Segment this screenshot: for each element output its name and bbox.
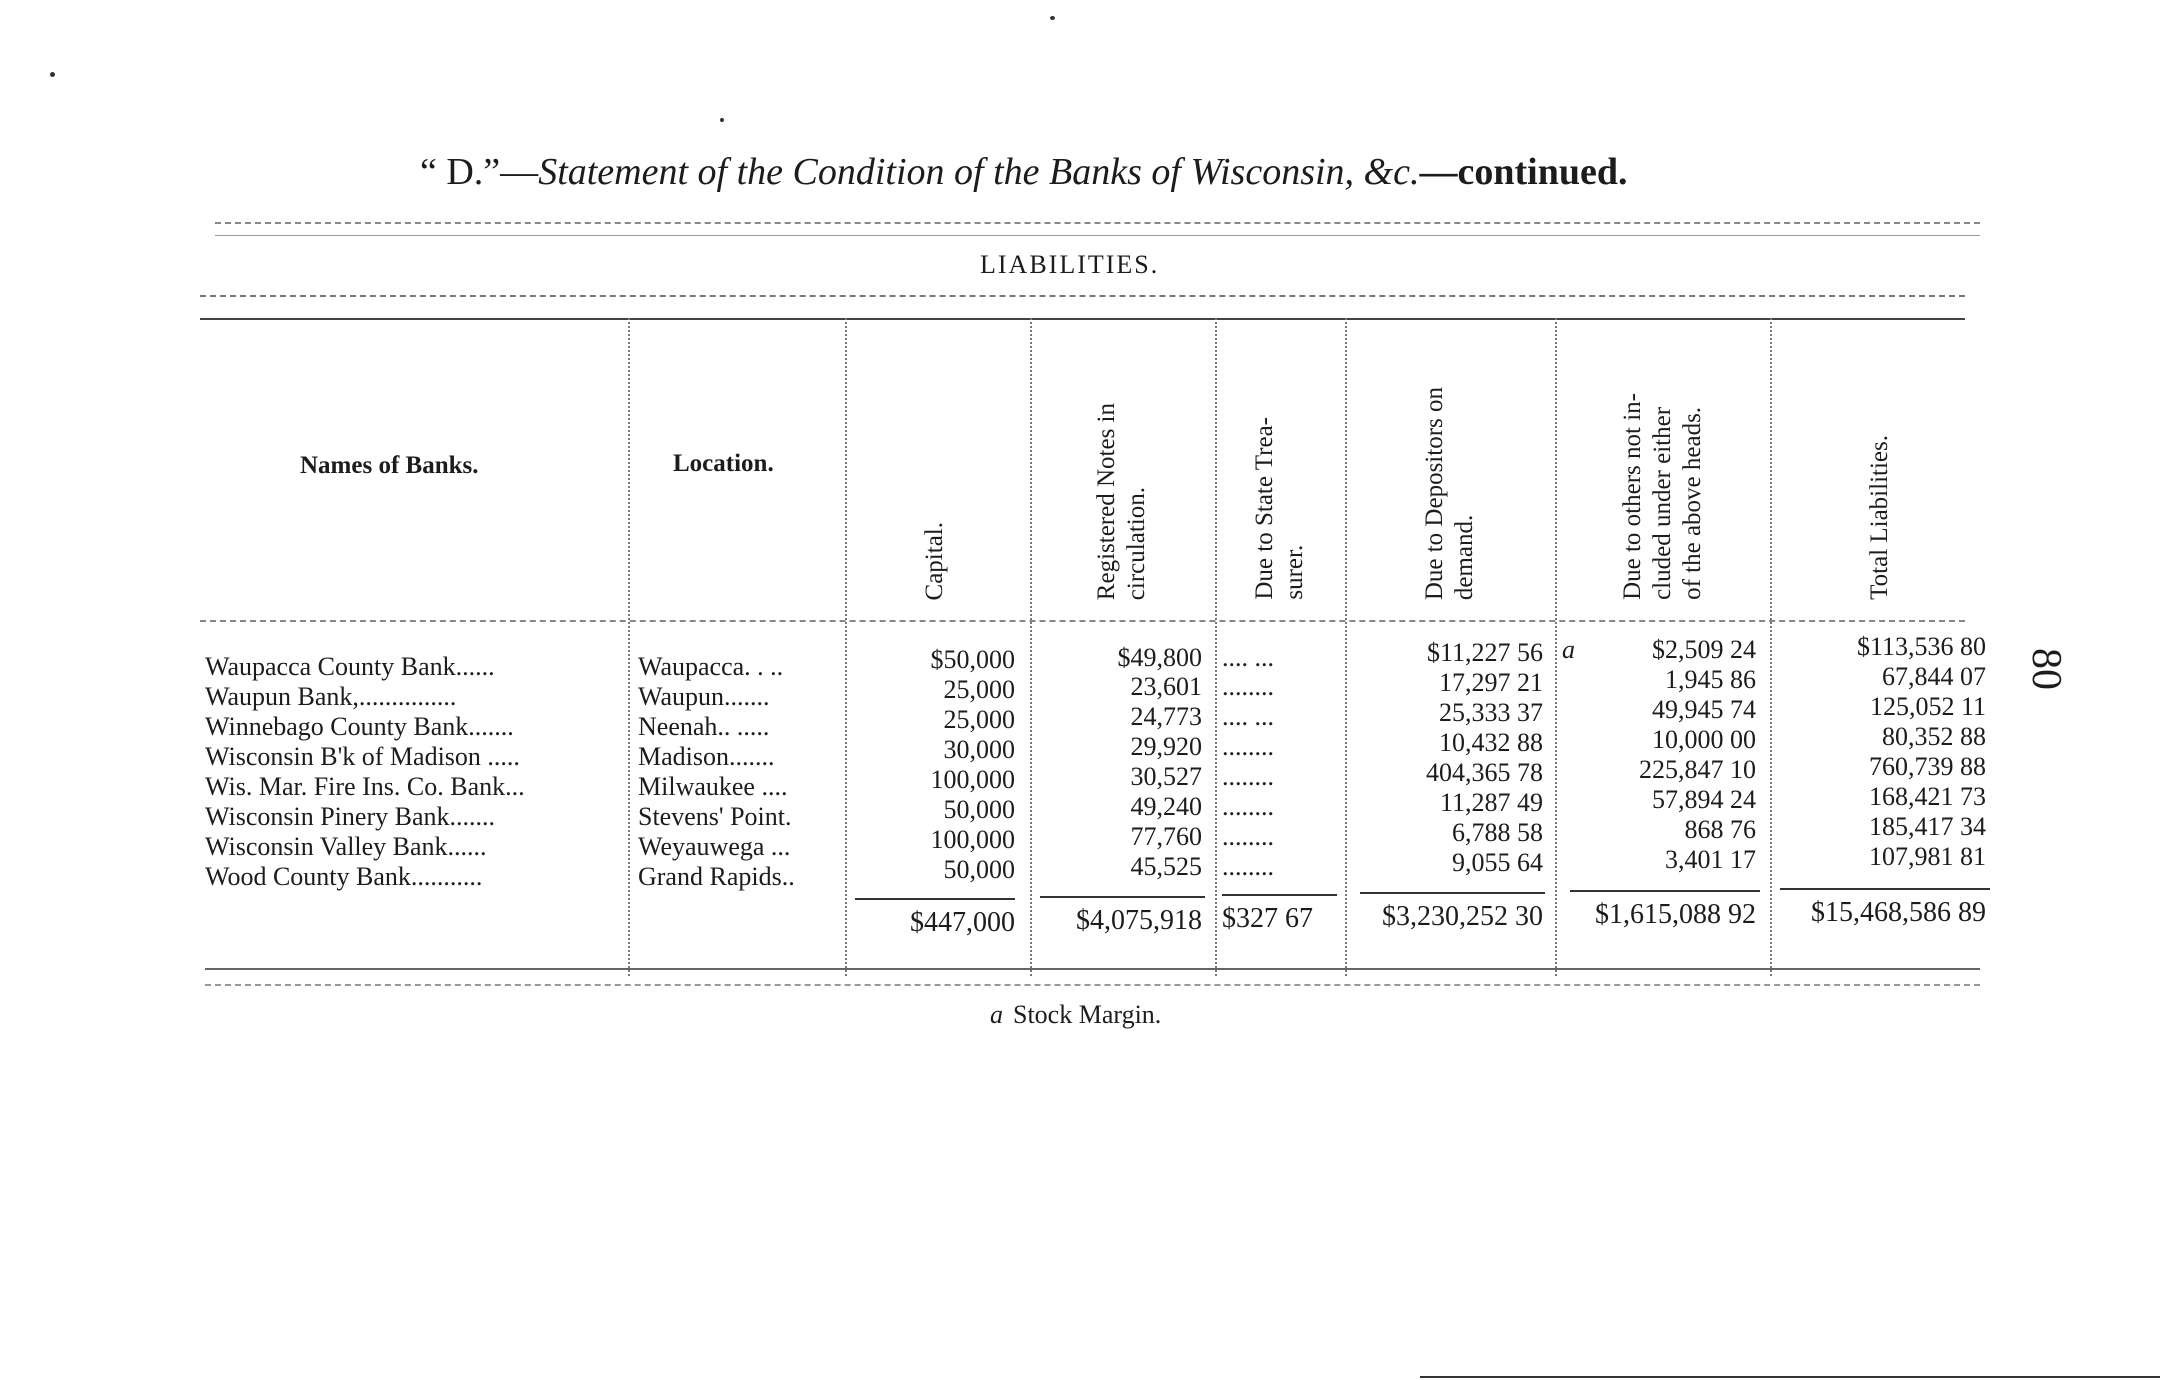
header-notes-column	[1092, 300, 1162, 600]
header-notes	[1092, 403, 1152, 600]
others-value: 225,847 10	[1639, 755, 1756, 784]
totals-rule	[1040, 896, 1205, 898]
totals-rule	[1780, 888, 1990, 890]
header-bottom-rule	[200, 620, 1965, 622]
header-state-line1: Due to State Trea-	[1251, 417, 1278, 600]
header-state	[1250, 417, 1310, 600]
state-value: .... ...	[1222, 643, 1274, 672]
total-capital: $447,000	[910, 907, 1015, 938]
notes-value: $49,800	[1117, 643, 1202, 672]
page-number: 80	[2023, 648, 2069, 690]
total-value: 185,417 34	[1869, 812, 1986, 841]
scan-speck	[720, 118, 724, 122]
state-value: ........	[1222, 852, 1274, 881]
bank-name: Wis. Mar. Fire Ins. Co. Bank...	[205, 772, 525, 801]
bank-name: Winnebago County Bank.......	[205, 712, 514, 741]
total-value: $113,536 80	[1856, 632, 1986, 661]
title-rule	[215, 222, 1980, 224]
total-depositors: $3,230,252 30	[1382, 901, 1543, 932]
column-separator	[1215, 318, 1217, 976]
header-capital	[920, 522, 950, 600]
scan-speck	[50, 72, 55, 77]
column-separator	[1030, 318, 1032, 976]
title-rule-2	[215, 235, 1980, 236]
footnote-marker-label: a	[990, 1000, 1003, 1029]
depositors-value: 9,055 64	[1452, 848, 1543, 877]
bank-name: Wisconsin Pinery Bank.......	[205, 802, 495, 831]
totals-rule	[1360, 892, 1545, 894]
capital-value: 50,000	[943, 855, 1015, 884]
totals-rule	[1222, 894, 1337, 896]
totals-rule	[855, 898, 1015, 900]
bank-location: Madison.......	[638, 742, 775, 771]
capital-value: 25,000	[943, 675, 1015, 704]
header-others-line3: of the above heads.	[1679, 407, 1706, 600]
notes-value: 49,240	[1130, 792, 1202, 821]
bank-name: Wood County Bank...........	[205, 862, 483, 891]
bank-location: Milwaukee ....	[638, 772, 788, 801]
header-capital-column	[920, 300, 960, 600]
total-value: 67,844 07	[1882, 662, 1986, 691]
header-others-column	[1618, 300, 1718, 600]
total-value: 80,352 88	[1882, 722, 1986, 751]
scan-speck	[1050, 16, 1055, 20]
header-others	[1618, 393, 1708, 600]
column-separator	[628, 318, 630, 976]
notes-value: 24,773	[1130, 702, 1202, 731]
header-others-line2: cluded under either	[1649, 407, 1676, 600]
table-bottom-rule	[205, 968, 1980, 970]
column-separator	[1345, 318, 1347, 976]
state-value: ........	[1222, 792, 1274, 821]
depositors-value: 6,788 58	[1452, 818, 1543, 847]
title-italic: Statement of the Condition of the Banks of Wisconsin, &c.	[538, 151, 1420, 193]
header-depositors-column	[1420, 300, 1490, 600]
bank-location: Stevens' Point.	[638, 802, 792, 831]
header-state-column	[1250, 300, 1320, 600]
bank-name: Wisconsin Valley Bank......	[205, 832, 487, 861]
title-tail: —continued.	[1419, 151, 1628, 193]
others-value: 57,894 24	[1652, 785, 1756, 814]
header-capital-text: Capital.	[921, 521, 948, 600]
others-value: 868 76	[1684, 815, 1756, 844]
footnote-marker: a	[1562, 635, 1575, 664]
header-notes-line1: Registered Notes in	[1093, 402, 1120, 600]
footnote	[990, 1000, 1161, 1030]
bank-location: Waupun.......	[638, 682, 770, 711]
bank-name: Waupacca County Bank......	[205, 652, 495, 681]
section-heading: LIABILITIES.	[980, 250, 1160, 279]
depositors-value: 404,365 78	[1426, 758, 1543, 787]
bank-location: Weyauwega ...	[638, 832, 791, 861]
notes-value: 23,601	[1130, 672, 1202, 701]
others-value: $2,509 24	[1652, 635, 1756, 664]
capital-value: 100,000	[930, 765, 1015, 794]
header-total	[1865, 435, 1895, 600]
total-value: 760,739 88	[1869, 752, 1986, 781]
total-others: $1,615,088 92	[1595, 899, 1756, 930]
depositors-value: 17,297 21	[1439, 668, 1543, 697]
header-depositors	[1420, 387, 1480, 600]
total-state: $327 67	[1222, 903, 1313, 934]
depositors-value: 11,287 49	[1439, 788, 1543, 817]
others-value: 1,945 86	[1665, 665, 1756, 694]
bank-name: Waupun Bank,...............	[205, 682, 457, 711]
footnote-text: Stock Margin.	[1013, 1000, 1162, 1029]
notes-value: 77,760	[1130, 822, 1202, 851]
depositors-value: 10,432 88	[1439, 728, 1543, 757]
bank-location: Grand Rapids..	[638, 862, 795, 891]
capital-value: 100,000	[930, 825, 1015, 854]
header-names-of-banks: Names of Banks.	[300, 452, 479, 479]
page-title	[420, 150, 1780, 194]
capital-value: 50,000	[943, 795, 1015, 824]
header-state-line2: surer.	[1281, 545, 1308, 600]
header-location: Location.	[673, 450, 774, 477]
total-value: 107,981 81	[1869, 842, 1986, 871]
others-value: 49,945 74	[1652, 695, 1756, 724]
column-separator	[1555, 318, 1557, 976]
header-total-column	[1865, 300, 1905, 600]
state-value: ........	[1222, 732, 1274, 761]
title-lead: “ D.”—	[420, 151, 539, 193]
state-value: ........	[1222, 762, 1274, 791]
total-notes: $4,075,918	[1076, 905, 1202, 936]
table-bottom-rule-2	[205, 984, 1980, 986]
bank-name: Wisconsin B'k of Madison .....	[205, 742, 520, 771]
header-total-text: Total Liabilities.	[1866, 435, 1893, 600]
state-value: ........	[1222, 672, 1274, 701]
header-notes-line2: circulation.	[1123, 486, 1150, 600]
state-value: ........	[1222, 822, 1274, 851]
bank-location: Waupacca. . ..	[638, 652, 784, 681]
bank-location: Neenah.. .....	[638, 712, 770, 741]
header-others-line1: Due to others not in-	[1619, 393, 1646, 600]
column-separator	[1770, 318, 1772, 976]
capital-value: 30,000	[943, 735, 1015, 764]
header-depositors-line2: demand.	[1451, 514, 1478, 600]
header-depositors-line1: Due to Depositors on	[1421, 386, 1448, 600]
capital-value: $50,000	[930, 645, 1015, 674]
others-value: 3,401 17	[1665, 845, 1756, 874]
depositors-value: $11,227 56	[1426, 638, 1543, 667]
capital-value: 25,000	[943, 705, 1015, 734]
totals-rule	[1570, 890, 1760, 892]
notes-value: 29,920	[1130, 732, 1202, 761]
notes-value: 45,525	[1130, 852, 1202, 881]
total-value: 125,052 11	[1869, 692, 1986, 721]
notes-value: 30,527	[1130, 762, 1202, 791]
others-value: 10,000 00	[1652, 725, 1756, 754]
depositors-value: 25,333 37	[1439, 698, 1543, 727]
total-liabilities: $15,468,586 89	[1811, 897, 1986, 928]
state-value: .... ...	[1222, 702, 1274, 731]
page-edge-line	[1420, 1376, 2160, 1378]
total-value: 168,421 73	[1869, 782, 1986, 811]
header-top-rule	[200, 295, 1965, 297]
